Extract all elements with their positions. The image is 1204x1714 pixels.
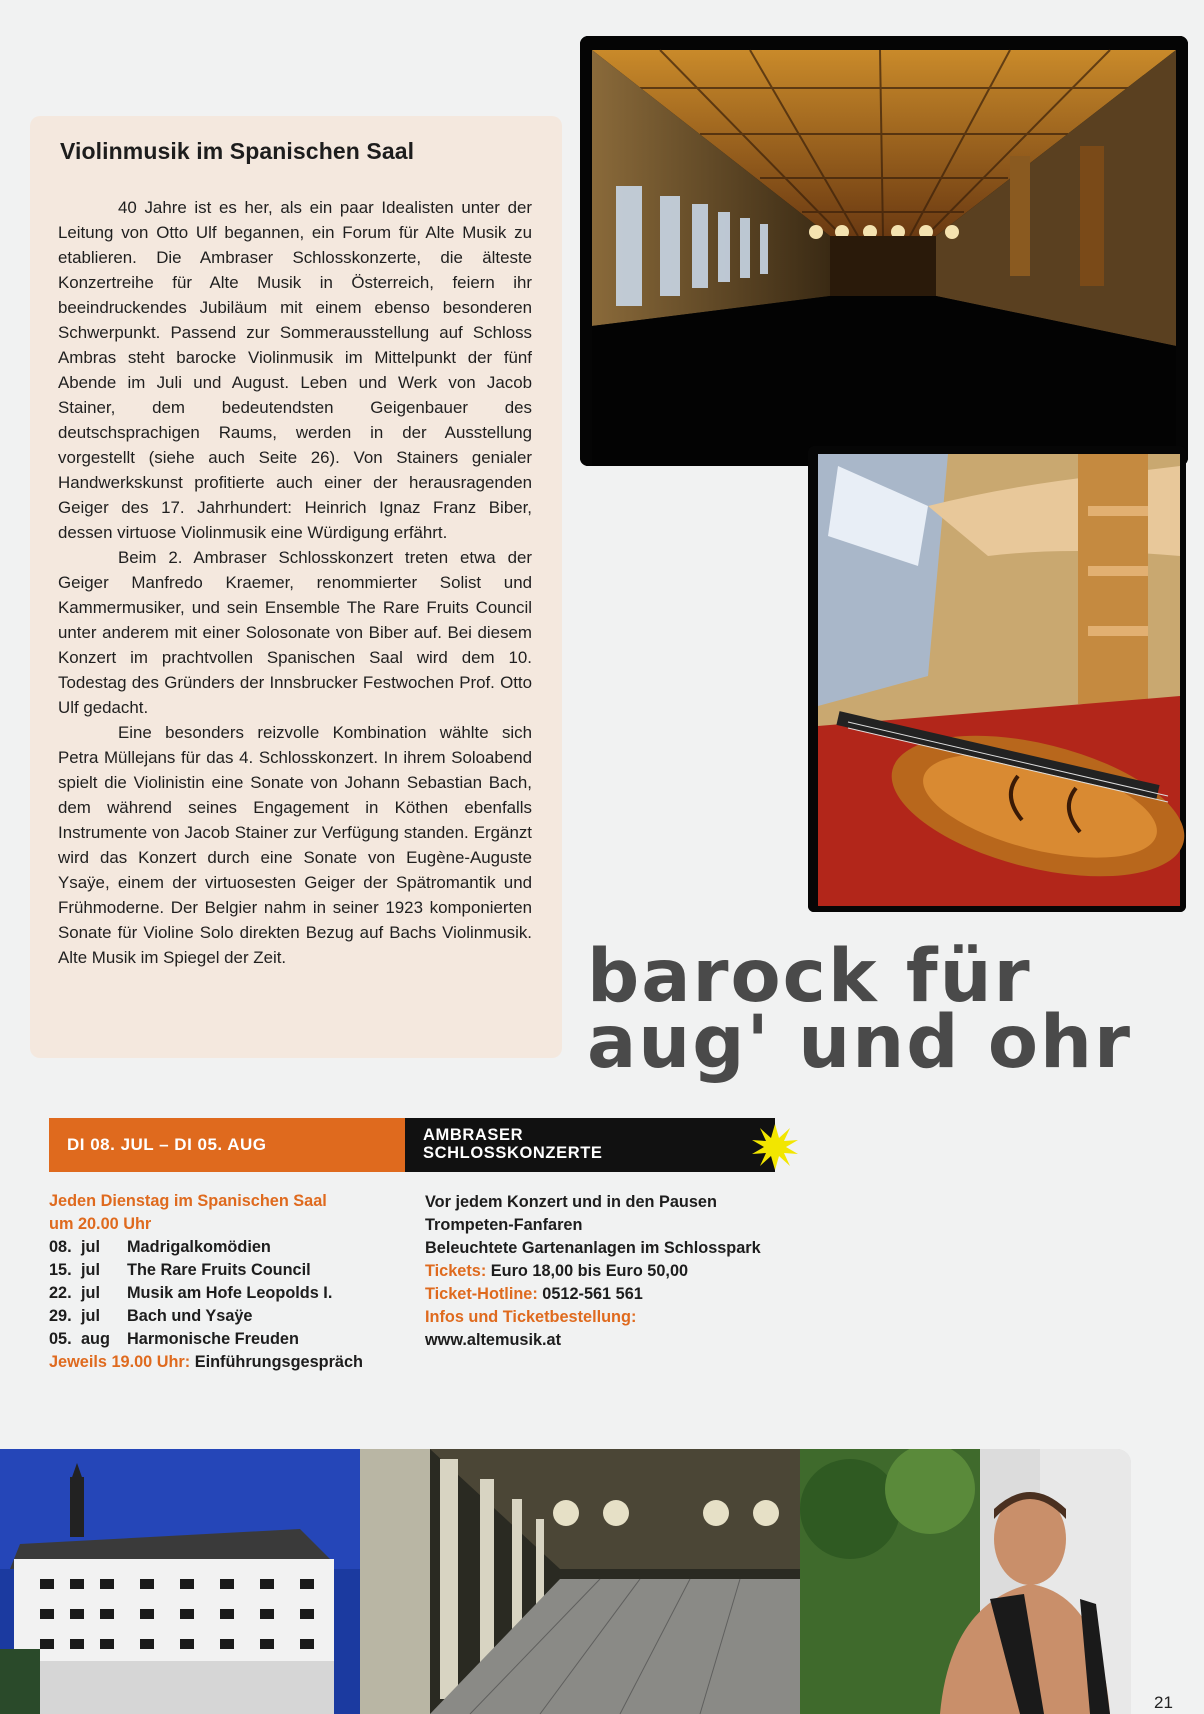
concert-program xyxy=(49,1190,449,1374)
schedule-row xyxy=(49,1328,449,1351)
article-paragraph-3: Eine besonders reizvolle Kombination wählte sich Petra Müllejans für das 4. Schlosskonzert. In ihrem Soloabend spielt die Violinistin eine Sonate von Johann Sebastian Bach, dem während seines Engagement in Köthen ebenfalls Instrumente von Jacob Stainer zur Verfügung standen. Ergänzt wird das Konzert durch eine Sonate von Eugène-Auguste Ysaÿe, einem der virtuosesten Geiger der Spätromantik und Frühmoderne. Der Belgier nahm in seiner 1923 komponierten Sonate für Violine Solo direkten Bezug auf Bachs Violinmusik. Alte Musik im Spiegel der Zeit. xyxy=(58,723,532,967)
schedule-day: 08. xyxy=(49,1238,72,1256)
schedule-day: 22. xyxy=(49,1284,72,1302)
intro-talk xyxy=(49,1351,449,1374)
violin-photo xyxy=(808,446,1186,912)
schedule-month: jul xyxy=(81,1238,100,1256)
schedule-month: aug xyxy=(81,1330,110,1348)
schedule-row xyxy=(49,1259,449,1282)
headline xyxy=(587,934,1187,1085)
schedule-row xyxy=(49,1236,449,1259)
website-link[interactable]: www.altemusik.at xyxy=(425,1331,562,1349)
intro-talk-label: Jeweils 19.00 Uhr: xyxy=(49,1353,191,1371)
infos-label: Infos und Ticketbestellung: xyxy=(425,1308,637,1326)
schedule-month: jul xyxy=(81,1307,100,1325)
article-box xyxy=(30,116,562,1058)
schedule-title: Bach und Ysaÿe xyxy=(127,1307,253,1325)
program-intro-line-2: um 20.00 Uhr xyxy=(49,1215,152,1233)
starburst-icon xyxy=(752,1124,798,1170)
schedule-month: jul xyxy=(81,1284,100,1302)
headline-line-1: barock für xyxy=(587,934,1032,1019)
schedule-title: Madrigalkomödien xyxy=(127,1238,271,1256)
headline-line-2: aug' und ohr xyxy=(587,1000,1132,1085)
article-body xyxy=(58,195,532,970)
bottom-photo-strip xyxy=(0,1449,1131,1714)
tickets-info xyxy=(425,1260,845,1283)
info-line-2: Trompeten-Fanfaren xyxy=(425,1216,583,1234)
hotline-info xyxy=(425,1283,845,1306)
hotline-label: Ticket-Hotline: xyxy=(425,1285,538,1303)
intro-talk-text: Einführungsgespräch xyxy=(190,1353,363,1371)
schedule-title: The Rare Fruits Council xyxy=(127,1261,311,1279)
info-line-1: Vor jedem Konzert und in den Pausen xyxy=(425,1193,717,1211)
article-paragraph-2: Beim 2. Ambraser Schlosskonzert treten etwa der Geiger Manfredo Kraemer, renommierter Solist und Kammermusiker, und sein Ensemble The Rare Fruits Council unter anderem mit einer Solosonate von Biber auf. Bei diesem Konzert im prachtvollen Spanischen Saal wird dem 10. Todestag des Gründers der Innsbrucker Festwochen Prof. Otto Ulf gedacht. xyxy=(58,548,532,717)
event-info xyxy=(425,1191,845,1352)
series-title-banner xyxy=(405,1118,775,1172)
spanish-hall-photo xyxy=(580,36,1188,466)
article-paragraph-1: 40 Jahre ist es her, als ein paar Idealisten unter der Leitung von Otto Ulf begannen, ein Forum für Alte Musik zu etablieren. Die Ambraser Schlosskonzerte, die älteste Konzertreihe für Alte Musik in Österreich, feiern ihr beeindruckendes Jubiläum mit einem ebenso besonderen Schwerpunkt. Passend zur Sommerausstellung auf Schloss Ambras steht barocke Violinmusik im Mittelpunkt der fünf Abende im Juli und August. Leben und Werk von Jacob Stainer, dem bedeutendsten Geigenbauer des deutschsprachigen Raums, werden in der Ausstellung vorgestellt (siehe auch Seite 26). Von Stainers genialer Handwerkskunst profitierte auch einer der herausragenden Geiger des 17. Jahrhundert: Heinrich Ignaz Franz Biber, dessen virtuose Violinmusik eine Würdigung erfährt. xyxy=(58,198,532,542)
page-number: 21 xyxy=(1154,1693,1173,1712)
article-title: Violinmusik im Spanischen Saal xyxy=(60,138,415,164)
tickets-label: Tickets: xyxy=(425,1262,487,1280)
schedule-title: Harmonische Freuden xyxy=(127,1330,299,1348)
event-date-banner: DI 08. JUL – DI 05. AUG xyxy=(49,1118,407,1172)
program-intro-line-1: Jeden Dienstag im Spanischen Saal xyxy=(49,1192,327,1210)
hotline-value: 0512-561 561 xyxy=(537,1285,643,1303)
tickets-value: Euro 18,00 bis Euro 50,00 xyxy=(486,1262,689,1280)
schedule-title: Musik am Hofe Leopolds I. xyxy=(127,1284,333,1302)
schedule-month: jul xyxy=(81,1261,100,1279)
series-title-line-1: AMBRASER xyxy=(423,1126,524,1144)
schedule-day: 05. xyxy=(49,1330,72,1348)
info-line-3: Beleuchtete Gartenanlagen im Schlosspark xyxy=(425,1239,761,1257)
schedule-day: 15. xyxy=(49,1261,72,1279)
schedule-row xyxy=(49,1305,449,1328)
series-title-line-2: SCHLOSSKONZERTE xyxy=(423,1144,603,1162)
schedule-day: 29. xyxy=(49,1307,72,1325)
schedule-row xyxy=(49,1282,449,1305)
